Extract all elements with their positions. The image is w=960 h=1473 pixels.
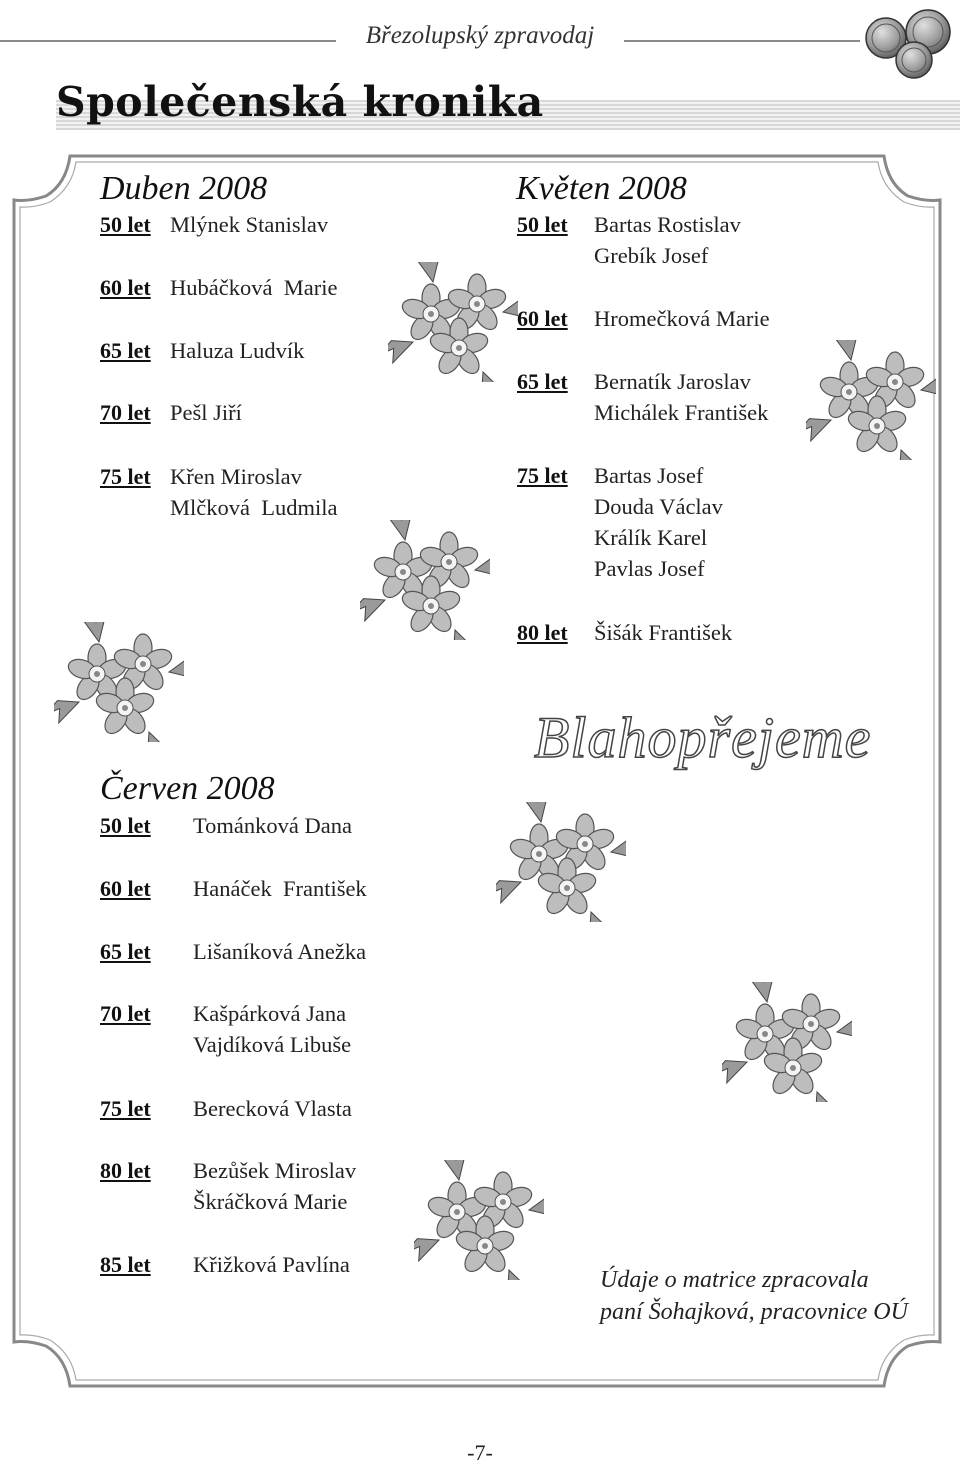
journal-name: Březolupský zpravodaj bbox=[365, 22, 595, 49]
person-name: Kašpárková Jana bbox=[193, 1001, 347, 1026]
person-name: Křen Miroslav bbox=[170, 464, 302, 489]
age-label: 70 let bbox=[100, 1001, 151, 1026]
person-name: Haluza Ludvík bbox=[170, 338, 305, 363]
person-name: Michálek František bbox=[594, 400, 769, 425]
age-label: 60 let bbox=[100, 876, 151, 901]
age-label: 50 let bbox=[517, 212, 568, 237]
page-number: -7- bbox=[467, 1440, 493, 1465]
person-name: Berecková Vlasta bbox=[193, 1096, 352, 1121]
age-label: 60 let bbox=[100, 275, 151, 300]
header-rule-right bbox=[624, 40, 860, 42]
person-name: Křižková Pavlína bbox=[193, 1252, 350, 1277]
age-label: 75 let bbox=[517, 463, 568, 488]
person-name: Šišák František bbox=[594, 620, 733, 645]
month-heading-kveten: Květen 2008 bbox=[516, 170, 687, 207]
note-line: Údaje o matrice zpracovala bbox=[600, 1267, 869, 1293]
month-heading-duben: Duben 2008 bbox=[100, 170, 268, 207]
age-label: 65 let bbox=[517, 369, 568, 394]
person-name: Douda Václav bbox=[594, 494, 723, 519]
person-name: Mlčková Ludmila bbox=[170, 495, 338, 520]
flower-cluster-icon bbox=[806, 340, 936, 460]
person-name: Bartas Rostislav bbox=[594, 212, 741, 237]
person-name: Lišaníková Anežka bbox=[193, 939, 372, 964]
age-label: 80 let bbox=[100, 1158, 151, 1183]
age-label: 75 let bbox=[100, 464, 151, 489]
flower-cluster-icon bbox=[496, 802, 626, 922]
person-name: Grebík Josef bbox=[594, 243, 709, 268]
person-name: Pavlas Josef bbox=[594, 556, 705, 581]
note-line: paní Šohajková, pracovnice OÚ bbox=[600, 1299, 908, 1325]
age-label: 70 let bbox=[100, 400, 151, 425]
age-label: 85 let bbox=[100, 1252, 151, 1277]
person-name: Bartas Josef bbox=[594, 463, 704, 488]
person-name: Vajdíková Libuše bbox=[193, 1032, 352, 1057]
person-name: Bezůšek Miroslav bbox=[193, 1158, 357, 1183]
person-name: Hanáček František bbox=[193, 876, 367, 901]
age-label: 60 let bbox=[517, 306, 568, 331]
source-note bbox=[600, 1264, 908, 1328]
age-label: 50 let bbox=[100, 813, 151, 838]
age-label: 65 let bbox=[100, 939, 151, 964]
greeting-text: Blahopřejeme bbox=[534, 705, 872, 770]
flower-cluster-icon bbox=[722, 982, 852, 1102]
age-label: 50 let bbox=[100, 212, 151, 237]
flower-cluster-icon bbox=[388, 262, 518, 382]
page-title: Společenská kronika bbox=[56, 78, 544, 126]
flower-cluster-icon bbox=[54, 622, 184, 742]
month-heading-cerven: Červen 2008 bbox=[100, 770, 275, 807]
age-label: 80 let bbox=[517, 620, 568, 645]
person-name: Hubáčková Marie bbox=[170, 275, 338, 300]
person-name: Tománková Dana bbox=[193, 813, 352, 838]
header-rule-left bbox=[0, 40, 336, 42]
person-name: Bernatík Jaroslav bbox=[594, 369, 751, 394]
person-name: Mlýnek Stanislav bbox=[170, 212, 329, 237]
flower-cluster-icon bbox=[360, 520, 490, 640]
person-name: Pešl Jiří bbox=[170, 400, 242, 425]
person-name: Škráčková Marie bbox=[193, 1189, 348, 1214]
age-label: 65 let bbox=[100, 338, 151, 363]
coins-icon bbox=[862, 8, 958, 80]
person-name: Hromečková Marie bbox=[594, 306, 770, 331]
flower-cluster-icon bbox=[414, 1160, 544, 1280]
person-name: Králík Karel bbox=[594, 525, 708, 550]
age-label: 75 let bbox=[100, 1096, 151, 1121]
